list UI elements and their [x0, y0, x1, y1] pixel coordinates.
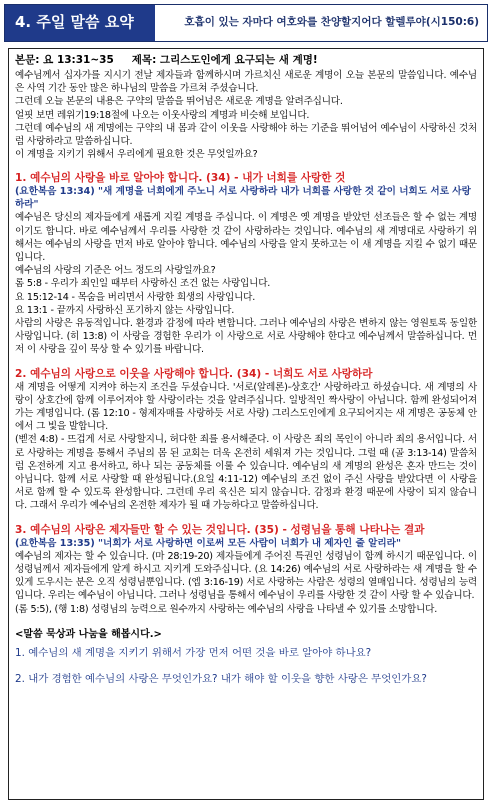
sermon-passage: 본문: 요 13:31~35: [15, 54, 114, 66]
section-paragraph: 예수님의 제자는 할 수 있습니다. (마 28:19-20) 제자들에게 주어진 특권인 성령님이 함께 하시기 때문입니다. 이 성령님께서 제자들에게 알게 하시고 지키게 도와주십니다. (요 14:26) 예수님의 서로 사랑하라는 새 계명을 할 수 있게 도우시는 분은 오직 성령님뿐입니다. (엡 3:16-19) 서로 사랑하는 사람은 성령의 열매입니다. 성령님의 능력입니다. 우리는 예수님이 아닙니다. 그러나 성령님을 통해서 예수님이 우리를 사랑한 것 같이 사랑 할 수 있습니다.: [15, 550, 477, 602]
section-paragraph: 예수님의 사랑의 기준은 어느 정도의 사랑일까요?: [15, 265, 216, 277]
intro-paragraph: 그런데 예수님의 새 계명에는 구약의 내 몸과 같이 이웃을 사랑해야 하는 기준을 뛰어넘어 예수님이 사랑하신 것처럼 사랑하라고 말씀하십니다.: [15, 122, 477, 148]
intro: [15, 69, 477, 161]
discussion-question: 1. 예수님의 새 계명을 지키기 위해서 가장 먼저 어떤 것을 바로 알아야 하나요?: [15, 646, 372, 659]
section-header: [4, 4, 488, 42]
header-verse: 호흡이 있는 자마다 여호와를 찬양할지어다 할렐루야(시150:6): [184, 16, 479, 28]
section-verse: (요한복음 13:34) "새 계명을 너희에게 주노니 서로 사랑하라 내가 너희를 사랑한 것 같이 너희도 서로 사랑하라": [15, 186, 471, 211]
sermon-summary-box: [8, 48, 484, 800]
section-paragraph: 예수님은 당신의 제자들에게 새롭게 지킬 계명을 주십니다. 이 계명은 옛 계명을 받았던 선조들은 할 수 없는 계명이기도 합니다. 바로 예수님께서 우리를 사랑한 것 같이 사랑하라는 것입니다. 예수님의 새 계명대로 사랑하기 위해서는 예수님의 사랑을 먼저 바로 알아야 합니다. 예수님의 사랑을 알지 못하고는 이 새 계명을 지킬 수 없기 때문입니다.: [15, 212, 477, 264]
intro-paragraph: 얼핏 보면 레위기19:18절에 나오는 이웃사랑의 계명과 비슷해 보입니다.: [15, 109, 310, 121]
section-title: 4. 주일 말씀 요약: [5, 5, 155, 41]
intro-paragraph: 이 계명을 지키기 위해서 우리에게 필요한 것은 무엇일까요?: [15, 149, 258, 161]
discussion: [15, 628, 477, 686]
sermon-title-line: [15, 53, 477, 67]
section-paragraph: (롬 5:5), (행 1:8) 성령님의 능력으로 원수까지 사랑하는 예수님의 사랑을 나타낼 수 있기를 소망합니다.: [15, 603, 438, 615]
sermon-title: 제목: 그리스도인에게 요구되는 새 계명!: [131, 54, 318, 66]
section-verse: (요한복음 13:35) "너희가 서로 사랑하면 이로써 모든 사람이 너희가 내 제자인 줄 알리라": [15, 537, 401, 549]
section-3: [15, 523, 477, 616]
discussion-question: 2. 내가 경험한 예수님의 사랑은 무엇인가요? 내가 해야 할 이웃을 향한 사랑은 무엇인가요?: [15, 672, 427, 685]
section-paragraph: 요 13:1 - 끝까지 사랑하신 포기하지 않는 사랑입니다.: [15, 304, 235, 316]
section-2: [15, 367, 477, 513]
section-paragraph: 요 15:12-14 - 목숨을 버리면서 사랑한 희생의 사랑입니다.: [15, 291, 256, 303]
section-heading: 2. 예수님의 사랑으로 이웃을 사랑해야 합니다. (34) - 너희도 서로 사랑하라: [15, 367, 373, 380]
section-paragraph: (벧전 4:8) - 뜨겁게 서로 사랑할지니, 허다한 죄를 용서해준다. 이 사랑은 죄의 목인이 아니라 죄의 용서입니다. 서로 사랑하는 계명을 통해서 주님의 몸 된 교회는 더욱 온전히 세워져 가는 것입니다. 그럴 때 (골 3:13-14) 말씀처럼 온전하게 지고 용서하고, 하나 되는 공동체를 이룰 수 있습니다. 예수님의 새 계명의 완성은 혼자 만드는 것이 아닙니다. 함께 서로 사랑할 때 완성됩니다.(요일 4:11-12) 예수님의 조건 없이 주신 사랑을 받았다면 이 사랑을 서로 함께 할 수 있도록 완성합니다. 그런데 우리 육신은 되지 않습니다. 감정과 환경 때문에 사랑이 되지 않습니다. 그래서 우리가 예수님의 온전한 제자가 될 때 가능하다고 말씀하십니다.: [15, 434, 477, 512]
section-paragraph: 새 계명을 어떻게 지켜야 하는지 조건을 두셨습니다. '서로(알레론)-상호간' 사랑하라고 하셨습니다. 새 계명의 사랑이 상호간에 함께 이루어져야 할 사랑이라는 것을 알려주십니다. 일방적인 짝사랑이 아닙니다. 함께 완성되어져 가는 계명입니다. (롬 12:10 - 형제자매를 사랑하듯 서로 사랑) 그리스도인에게 요구되어지는 새 계명은 공동체 안에서 그 빛을 발합니다.: [15, 381, 477, 433]
section-paragraph: 사람의 사랑은 유동적입니다. 환경과 감정에 따라 변합니다. 그러나 예수님의 사랑은 변하지 않는 영원토록 동일한 사랑입니다. (히 13:8) 이 사랑을 경험한 우리가 이 사랑으로 서로 사랑해야 한다고 예수님께서 말씀하십니다. 먼저 이 사랑을 깊이 묵상 할 수 있기를 바랍니다.: [15, 318, 477, 356]
intro-paragraph: 예수님께서 십자가를 지시기 전날 제자들과 함께하시며 가르치신 새로운 계명이 오늘 본문의 말씀입니다. 예수님은 사역 기간 동안 많은 하나님의 말씀을 가르쳐 주셨습니다.: [15, 70, 477, 95]
discussion-heading: <말씀 묵상과 나눔을 해봅시다.>: [15, 628, 162, 640]
intro-paragraph: 그런데 오늘 본문의 내용은 구약의 말씀을 뛰어넘은 새로운 계명을 알려주십니다.: [15, 96, 343, 108]
section-heading: 3. 예수님의 사랑은 제자들만 할 수 있는 것입니다. (35) - 성령님을 통해 나타나는 결과: [15, 523, 425, 536]
section-heading: 1. 예수님의 사랑을 바로 알아야 합니다. (34) - 내가 너희를 사랑한 것: [15, 172, 346, 185]
section-paragraph: 롬 5:8 - 우리가 죄인일 때부터 사랑하신 조건 없는 사랑입니다.: [15, 278, 271, 290]
section-1: [15, 171, 477, 356]
